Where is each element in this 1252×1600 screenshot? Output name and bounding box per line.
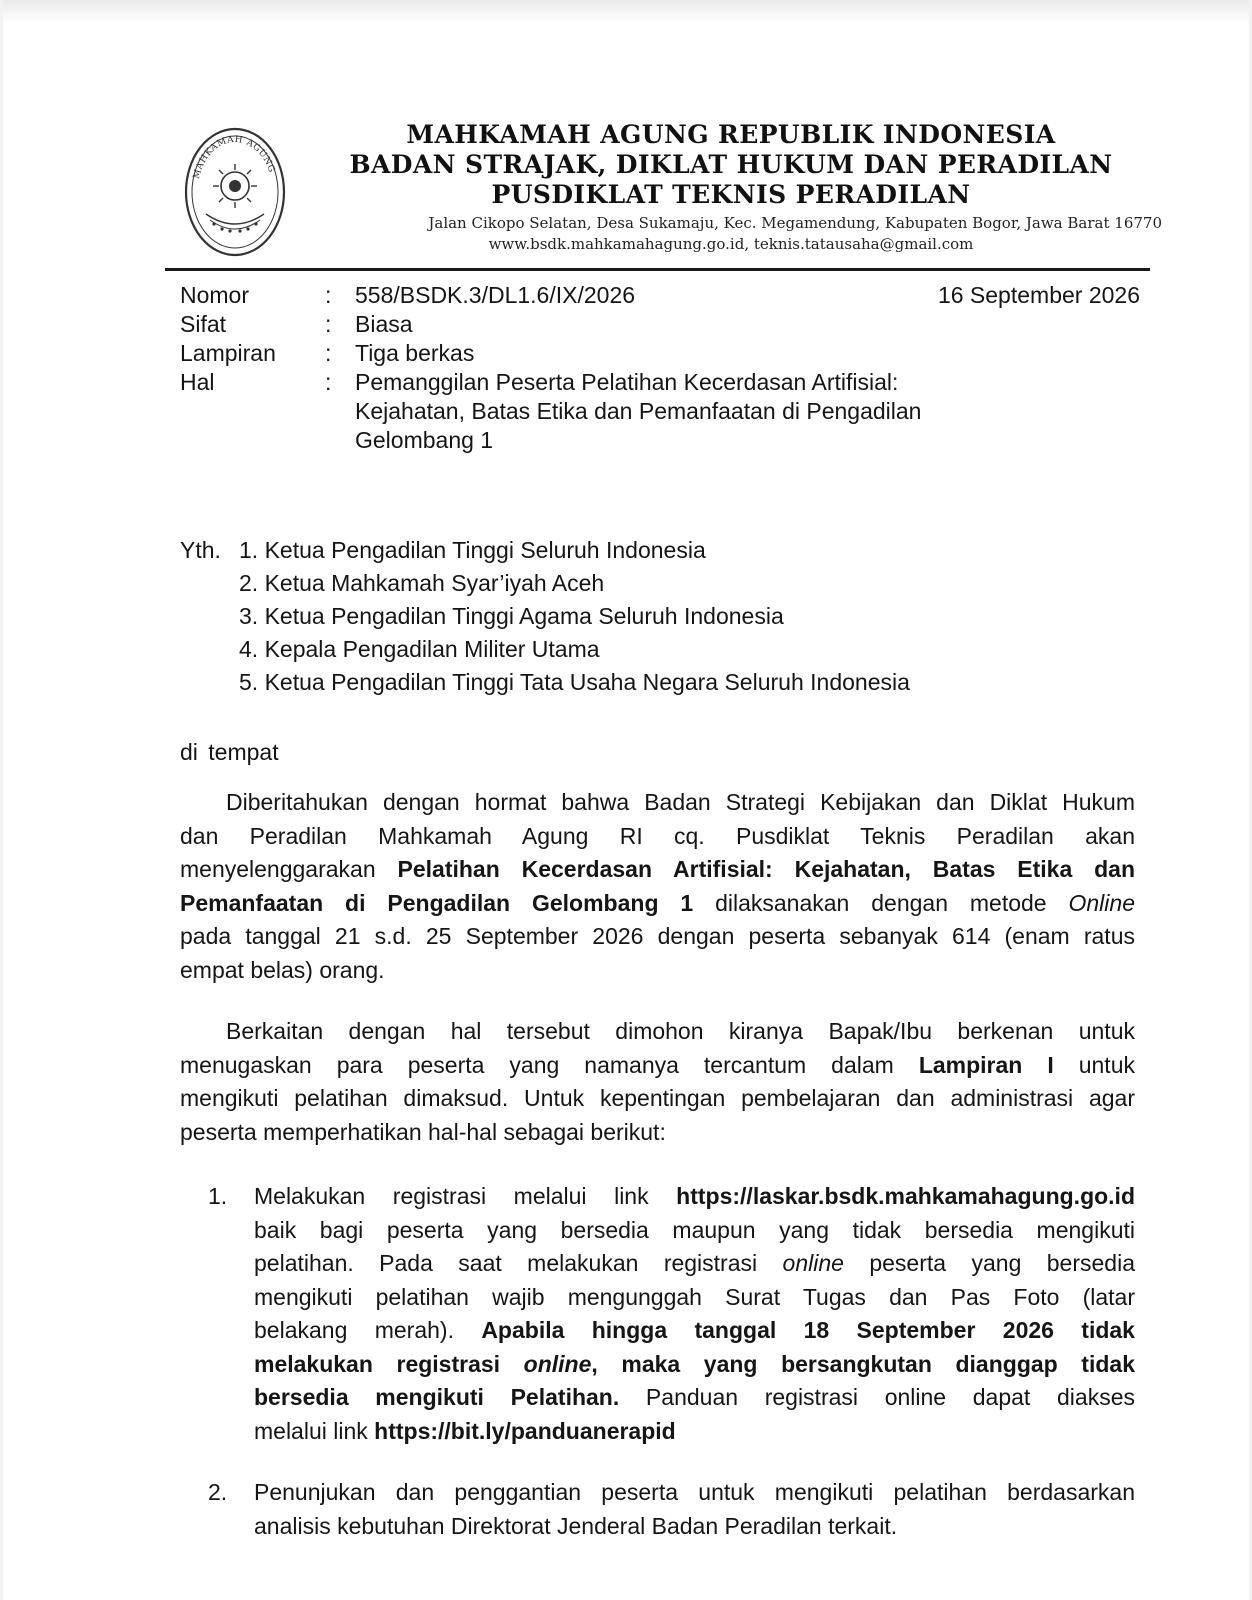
list-line: Melakukan registrasi melalui link https://laskar.bsdk.mahkamahagung.go.id — [254, 1183, 1135, 1209]
letterhead-website: www.bsdk.mahkamahagung.go.id, teknis.tatausaha@gmail.com — [488, 235, 974, 253]
paragraph-2 — [180, 1015, 1135, 1149]
colon: : — [325, 282, 332, 308]
recipient-item: 2. Ketua Mahkamah Syar’iyah Aceh — [239, 570, 605, 596]
lampiran-value: Tiga berkas — [355, 340, 475, 366]
list-line: belakang merah). Apabila hingga tanggal 18 September 2026 tidak — [254, 1317, 1135, 1343]
list-line: mengikuti pelatihan wajib mengunggah Surat Tugas dan Pas Foto (latar — [254, 1283, 1135, 1310]
paragraph-line: menugaskan para peserta yang namanya tercantum dalam Lampiran I untuk — [180, 1051, 1135, 1078]
colon: : — [325, 311, 332, 337]
paragraph-line: empat belas) orang. — [180, 956, 385, 983]
paragraph-line: menyelenggarakan Pelatihan Kecerdasan Artifisial: Kejahatan, Batas Etika dan — [180, 856, 1135, 882]
svg-text:MAHKAMAH AGUNG: MAHKAMAH AGUNG — [191, 134, 277, 181]
recipient-item: 3. Ketua Pengadilan Tinggi Agama Seluruh Indonesia — [239, 603, 784, 629]
letterhead-address: Jalan Cikopo Selatan, Desa Sukamaju, Kec. Megamendung, Kabupaten Bogor, Jawa Barat 16770 — [428, 214, 1162, 232]
recipient-place: di tempat — [180, 739, 279, 765]
paragraph-line: dan Peradilan Mahkamah Agung RI cq. Pusdiklat Teknis Peradilan akan — [180, 822, 1135, 849]
guide-link[interactable]: https://bit.ly/panduanerapid — [374, 1417, 676, 1444]
recipients-label: Yth. — [180, 537, 221, 563]
lampiran-label: Lampiran — [180, 340, 276, 366]
colon: : — [325, 340, 332, 366]
letterhead-line-2: BADAN STRAJAK, DIKLAT HUKUM DAN PERADILAN — [349, 150, 1113, 179]
list-line: melalui link https://bit.ly/panduanerapid — [254, 1417, 676, 1444]
registration-link[interactable]: https://laskar.bsdk.mahkamahagung.go.id — [676, 1183, 1135, 1209]
paragraph-line: Pemanfaatan di Pengadilan Gelombang 1 dilaksanakan dengan metode Online — [180, 889, 1135, 916]
hal-line-3: Gelombang 1 — [355, 427, 494, 453]
colon: : — [325, 369, 332, 395]
recipient-item: 1. Ketua Pengadilan Tinggi Seluruh Indonesia — [239, 537, 706, 563]
list-line: Penunjukan dan penggantian peserta untuk mengikuti pelatihan berdasarkan — [254, 1479, 1135, 1505]
top-shadow — [0, 0, 1252, 24]
hal-label: Hal — [180, 369, 215, 395]
paragraph-1 — [180, 786, 1135, 987]
recipient-item: 5. Ketua Pengadilan Tinggi Tata Usaha Negara Seluruh Indonesia — [239, 669, 910, 695]
hal-line-1: Pemanggilan Peserta Pelatihan Kecerdasan Artifisial: — [355, 369, 899, 395]
nomor-label: Nomor — [180, 282, 250, 308]
left-edge — [0, 0, 3, 1600]
hal-line-2: Kejahatan, Batas Etika dan Pemanfaatan di Pengadilan — [355, 398, 922, 424]
list-number: 1. — [208, 1183, 228, 1209]
paragraph-line: Diberitahukan dengan hormat bahwa Badan Strategi Kebijakan dan Diklat Hukum — [226, 789, 1135, 815]
list-item-body — [254, 1476, 1135, 1543]
sifat-value: Biasa — [355, 311, 413, 337]
list-item-body — [254, 1180, 1135, 1448]
list-line: pelatihan. Pada saat melakukan registrasi online peserta yang bersedia — [254, 1250, 1135, 1276]
list-line: bersedia mengikuti Pelatihan. Panduan registrasi online dapat diakses — [254, 1384, 1135, 1410]
letterhead-divider — [165, 268, 1150, 271]
recipient-item: 4. Kepala Pengadilan Militer Utama — [239, 636, 600, 662]
paragraph-line: mengikuti pelatihan dimaksud. Untuk kepentingan pembelajaran dan administrasi agar — [180, 1085, 1135, 1111]
letterhead-line-3: PUSDIKLAT TEKNIS PERADILAN — [491, 180, 971, 209]
letterhead-line-1: MAHKAMAH AGUNG REPUBLIK INDONESIA — [406, 120, 1056, 149]
paragraph-line: Berkaitan dengan hal tersebut dimohon kiranya Bapak/Ibu berkenan untuk — [226, 1018, 1135, 1044]
list-line: analisis kebutuhan Direktorat Jenderal Badan Peradilan terkait. — [254, 1512, 898, 1539]
paragraph-line: peserta memperhatikan hal-hal sebagai berikut: — [180, 1118, 666, 1145]
list-line: melakukan registrasi online, maka yang bersangkutan dianggap tidak — [254, 1350, 1135, 1377]
list-number: 2. — [208, 1479, 228, 1505]
list-line: baik bagi peserta yang bersedia maupun yang tidak bersedia mengikuti — [254, 1216, 1135, 1243]
sifat-label: Sifat — [180, 311, 227, 337]
letter-date: 16 September 2026 — [937, 282, 1140, 308]
mahkamah-agung-seal-logo — [184, 126, 286, 260]
nomor-value: 558/BSDK.3/DL1.6/IX/2026 — [355, 282, 636, 308]
paragraph-line: pada tanggal 21 s.d. 25 September 2026 dengan peserta sebanyak 614 (enam ratus — [180, 923, 1135, 949]
